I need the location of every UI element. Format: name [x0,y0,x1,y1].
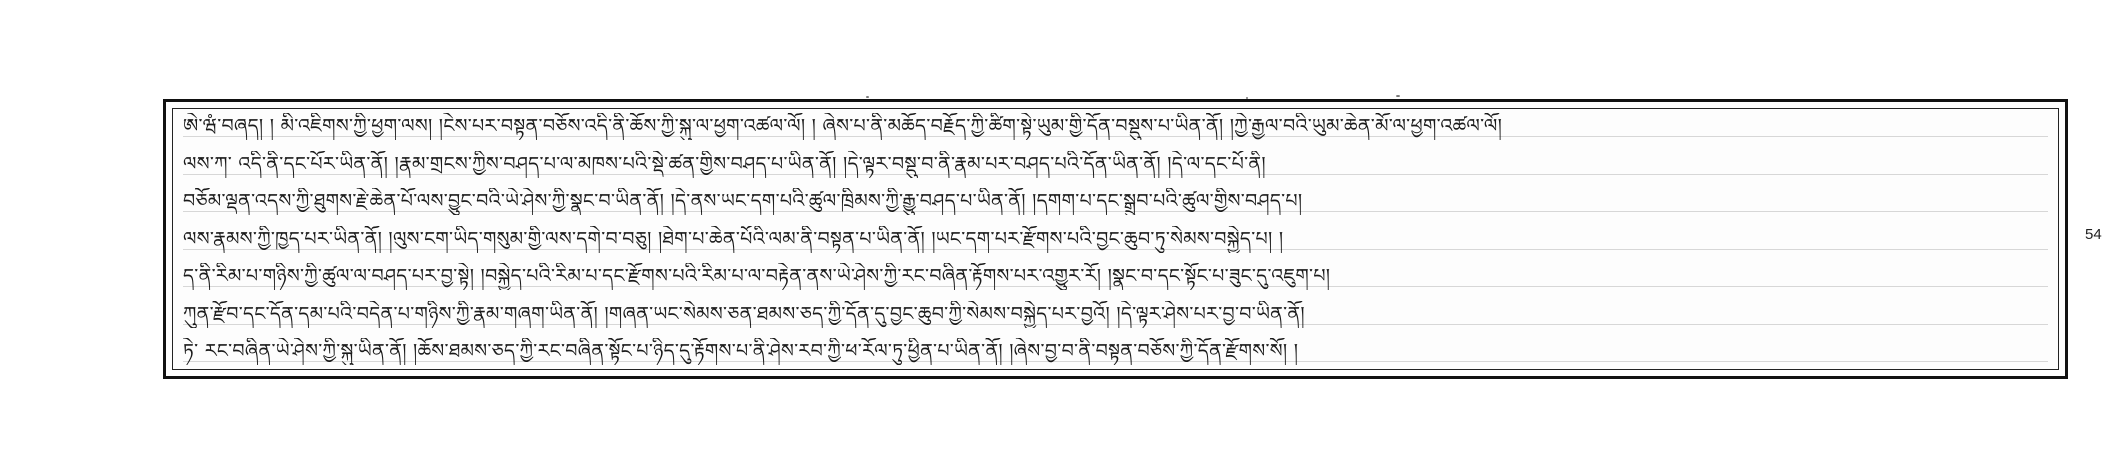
text-line-7: ཏེ་ རང་བཞིན་ཡེ་ཤེས་ཀྱི་སྐུ་ཡིན་ནོ། །ཆོས་ཐམས་ཅད་ཀྱི་རང་བཞིན་སྟོང་པ་ཉིད་དུ་རྟོགས་པ་ནི་ཤེས་རབ་ཀྱི་ཕ་རོལ་ཏུ་ཕྱིན་པ་ཡིན་ནོ། །ཞེས་བྱ་བ་ནི་བསྟན་བཅོས་ཀྱི་དོན་རྫོགས་སོ། ། [183,338,2048,365]
tibetan-text-block [183,113,2048,365]
text-folio-frame [163,99,2068,379]
text-line-3: བཅོམ་ལྡན་འདས་ཀྱི་ཐུགས་རྗེ་ཆེན་པོ་ལས་བྱུང་བའི་ཡེ་ཤེས་ཀྱི་སྣང་བ་ཡིན་ནོ། །དེ་ནས་ཡང་དག་པའི་ཚུལ་ཁྲིམས་ཀྱི་རྒྱུ་བཤད་པ་ཡིན་ནོ། །དགག་པ་དང་སྒྲུབ་པའི་ཚུལ་གྱིས་བཤད་པ། [183,188,2048,215]
text-line-2: ལས་ཀ་ འདི་ནི་དང་པོར་ཡིན་ནོ། །རྣམ་གྲངས་ཀྱིས་བཤད་པ་ལ་མཁས་པའི་སྡེ་ཚན་གྱིས་བཤད་པ་ཡིན་ནོ། །དེ་ལྟར་བསྡུ་བ་ནི་རྣམ་པར་བཤད་པའི་དོན་ཡིན་ནོ། །དེ་ལ་དང་པོ་ནི། [183,151,2048,178]
text-line-4: ལས་རྣམས་ཀྱི་ཁྱད་པར་ཡིན་ནོ། །ལུས་ངག་ཡིད་གསུམ་གྱི་ལས་དགེ་བ་བཅུ། །ཐེག་པ་ཆེན་པོའི་ལམ་ནི་བསྟན་པ་ཡིན་ནོ། །ཡང་དག་པར་རྫོགས་པའི་བྱང་ཆུབ་ཏུ་སེམས་བསྐྱེད་པ། ། [183,226,2048,253]
folio-inner-border [172,108,2059,370]
text-line-1: ཨེ་ཝཾ་བཞད། ། མི་འཇིགས་ཀྱི་ཕྱག་ལས། །ངེས་པར་བསྟན་བཅོས་འདི་ནི་ཆོས་ཀྱི་སྐུ་ལ་ཕྱག་འཚལ་ལོ། ། ཞེས་པ་ནི་མཆོད་བརྗོད་ཀྱི་ཚིག་སྟེ་ཡུམ་གྱི་དོན་བསྡུས་པ་ཡིན་ནོ། །ཀྱེ་རྒྱལ་བའི་ཡུམ་ཆེན་མོ་ལ་ཕྱག་འཚལ་ལོ། [183,113,2048,140]
ink-speck [1246,97,1248,99]
ink-speck [866,96,869,98]
ink-speck [1396,95,1400,97]
text-line-6: ཀུན་རྫོབ་དང་དོན་དམ་པའི་བདེན་པ་གཉིས་ཀྱི་རྣམ་གཞག་ཡིན་ནོ། །གཞན་ཡང་སེམས་ཅན་ཐམས་ཅད་ཀྱི་དོན་དུ་བྱང་ཆུབ་ཀྱི་སེམས་བསྐྱེད་པར་བྱའོ། །དེ་ལྟར་ཤེས་པར་བྱ་བ་ཡིན་ནོ། [183,301,2048,328]
page-number: 54 [2085,226,2102,243]
text-line-5: ད་ནི་རིམ་པ་གཉིས་ཀྱི་ཚུལ་ལ་བཤད་པར་བྱ་སྟེ། །བསྐྱེད་པའི་རིམ་པ་དང་རྫོགས་པའི་རིམ་པ་ལ་བརྟེན་ནས་ཡེ་ཤེས་ཀྱི་རང་བཞིན་རྟོགས་པར་འགྱུར་རོ། །སྣང་བ་དང་སྟོང་པ་ཟུང་དུ་འཇུག་པ། [183,263,2048,290]
